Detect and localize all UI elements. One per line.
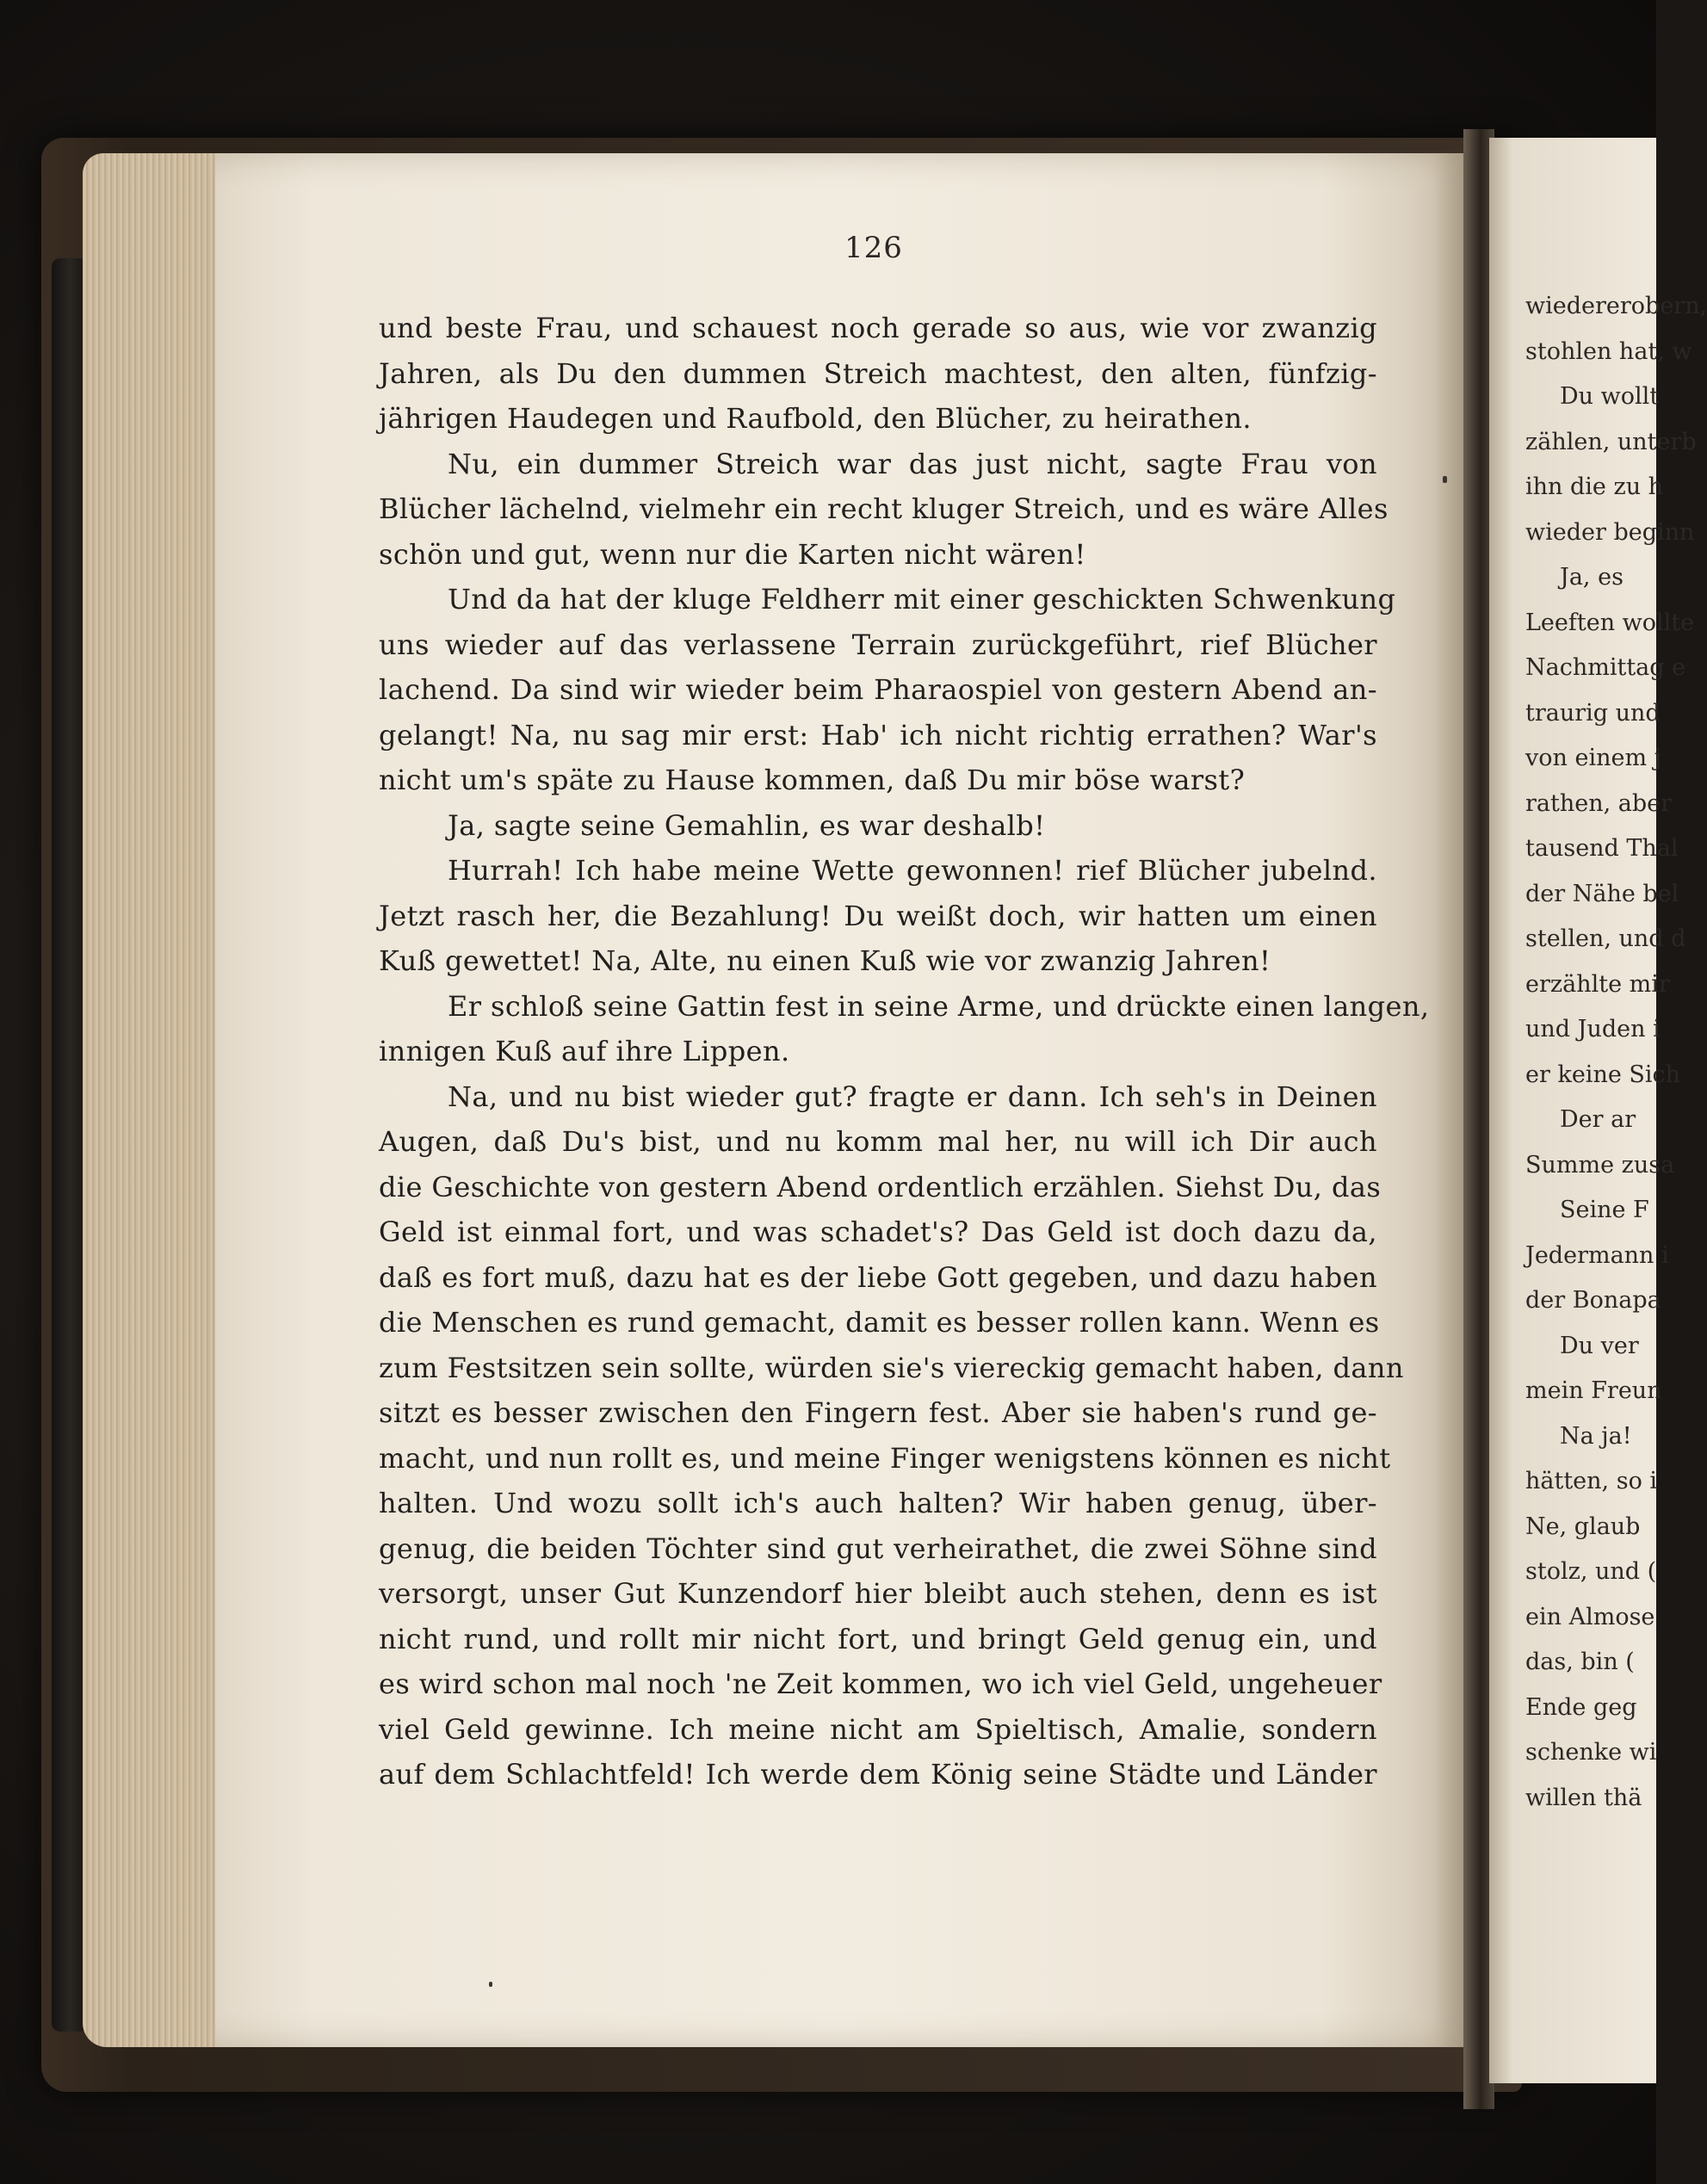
text-line: Nu, ein dummer Streich war das just nicht, sagte Frau von — [448, 447, 1377, 480]
text-line: stellen, und d — [1525, 925, 1686, 952]
text-line: Ja, sagte seine Gemahlin, es war deshalb! — [448, 808, 1046, 842]
text-line: das, bin ( — [1525, 1649, 1635, 1675]
text-line: viel Geld gewinne. Ich meine nicht am Spieltisch, Amalie, sondern — [379, 1712, 1377, 1746]
text-line: schenke wi — [1525, 1739, 1657, 1766]
text-line: Ne, glaub — [1525, 1513, 1641, 1540]
text-line: hätten, so i — [1525, 1468, 1658, 1494]
text-line: Nachmittag e — [1525, 654, 1686, 681]
text-line: ihn die zu h — [1525, 473, 1664, 500]
text-line: macht, und nun rollt es, und meine Finger wenigstens können es nicht — [379, 1441, 1391, 1475]
page-edges — [83, 153, 220, 2047]
text-line: jährigen Haudegen und Raufbold, den Blücher, zu heirathen. — [379, 402, 1252, 435]
text-line: innigen Kuß auf ihre Lippen. — [379, 1035, 790, 1067]
text-line: Du ver — [1560, 1332, 1639, 1359]
text-line: traurig und — [1525, 699, 1661, 727]
text-line: es wird schon mal noch 'ne Zeit kommen, wo ich viel Geld, ungeheuer — [379, 1667, 1382, 1700]
text-line: er keine Sich — [1525, 1061, 1681, 1088]
text-line: wieder beginn — [1525, 518, 1695, 546]
text-line: lachend. Da sind wir wieder beim Pharaospiel von gestern Abend an- — [379, 673, 1377, 706]
text-line: Blücher lächelnd, vielmehr ein recht kluger Streich, und es wäre Alles — [379, 492, 1388, 525]
text-line: gelangt! Na, nu sag mir erst: Hab' ich nicht richtig errathen? War's — [379, 718, 1377, 752]
text-line: Ende geg — [1525, 1693, 1637, 1721]
right-page-text — [1525, 284, 1707, 1821]
text-line: halten. Und wozu sollt ich's auch halten? Wir haben genug, über- — [379, 1487, 1377, 1519]
text-line: zum Festsitzen sein sollte, würden sie's viereckig gemacht haben, dann — [379, 1351, 1404, 1384]
text-line: Er schloß seine Gattin fest in seine Arme, und drückte einen langen, — [448, 989, 1430, 1023]
text-line: Summe zusa — [1525, 1151, 1675, 1179]
text-line: der Bonapa — [1525, 1287, 1661, 1314]
text-line: rathen, aber — [1525, 789, 1673, 817]
text-line: Augen, daß Du's bist, und nu komm mal her, nu will ich Dir auch — [379, 1125, 1377, 1158]
text-line: und beste Frau, und schauest noch gerade so aus, wie vor zwanzig — [379, 312, 1377, 344]
text-line: willen thä — [1525, 1784, 1642, 1811]
text-line: mein Freun — [1525, 1377, 1662, 1404]
page-number: 126 — [844, 231, 903, 265]
text-line: Seine F — [1560, 1197, 1649, 1223]
text-line: nicht um's späte zu Hause kommen, daß Du mir böse warst? — [379, 764, 1246, 796]
text-line: sitzt es besser zwischen den Fingern fest. Aber sie haben's rund ge- — [379, 1396, 1377, 1429]
text-line: stohlen hat, w — [1525, 337, 1692, 365]
text-line: die Menschen es rund gemacht, damit es besser rollen kann. Wenn es — [379, 1306, 1380, 1339]
text-line: Leeften wollte — [1525, 609, 1695, 636]
text-line: Du wollt — [1560, 383, 1660, 410]
text-line: der Nähe bel — [1525, 880, 1679, 907]
text-line: stolz, und ( — [1525, 1558, 1657, 1585]
text-line: versorgt, unser Gut Kunzendorf hier bleibt auch stehen, denn es ist — [379, 1577, 1377, 1610]
text-line: Na ja! — [1560, 1422, 1632, 1450]
text-line: die Geschichte von gestern Abend ordentlich erzählen. Siehst Du, das — [379, 1170, 1382, 1203]
text-line: von einem j — [1525, 745, 1662, 771]
text-line: Ja, es — [1560, 564, 1624, 591]
text-line: Na, und nu bist wieder gut? fragte er dann. Ich seh's in Deinen — [448, 1080, 1377, 1113]
text-line: wiedererobern, — [1525, 293, 1707, 319]
text-line: nicht rund, und rollt mir nicht fort, und bringt Geld genug ein, und — [379, 1622, 1377, 1655]
text-line: Hurrah! Ich habe meine Wette gewonnen! rief Blücher jubelnd. — [448, 854, 1377, 887]
text-line: Jedermann i — [1525, 1241, 1669, 1269]
text-line: ein Almose — [1525, 1603, 1655, 1630]
paper-speck — [1443, 476, 1447, 483]
text-line: zählen, unterb — [1525, 428, 1697, 455]
text-line: uns wieder auf das verlassene Terrain zurückgeführt, rief Blücher — [379, 628, 1377, 661]
text-line: Jetzt rasch her, die Bezahlung! Du weißt doch, wir hatten um einen — [379, 899, 1377, 932]
text-line: auf dem Schlachtfeld! Ich werde dem König seine Städte und Länder — [379, 1758, 1377, 1791]
text-line: und Juden i — [1525, 1016, 1661, 1043]
text-line: Der ar — [1560, 1106, 1636, 1133]
text-line: genug, die beiden Töchter sind gut verheirathet, die zwei Söhne sind — [379, 1531, 1377, 1565]
text-line: erzählte mir — [1525, 970, 1670, 998]
text-line: Kuß gewettet! Na, Alte, nu einen Kuß wie vor zwanzig Jahren! — [379, 944, 1271, 977]
paper-speck — [489, 1982, 492, 1987]
text-line: Geld ist einmal fort, und was schadet's? Das Geld ist doch dazu da, — [379, 1216, 1377, 1248]
text-line: Jahren, als Du den dummen Streich machtest, den alten, fünfzig- — [379, 356, 1377, 390]
text-line: Und da hat der kluge Feldherr mit einer geschickten Schwenkung — [448, 583, 1396, 616]
text-line: tausend Thal — [1525, 835, 1679, 862]
text-line: daß es fort muß, dazu hat es der liebe Gott gegeben, und dazu haben — [379, 1260, 1377, 1294]
text-line: schön und gut, wenn nur die Karten nicht wären! — [379, 537, 1086, 571]
left-page-text — [379, 306, 1430, 1797]
